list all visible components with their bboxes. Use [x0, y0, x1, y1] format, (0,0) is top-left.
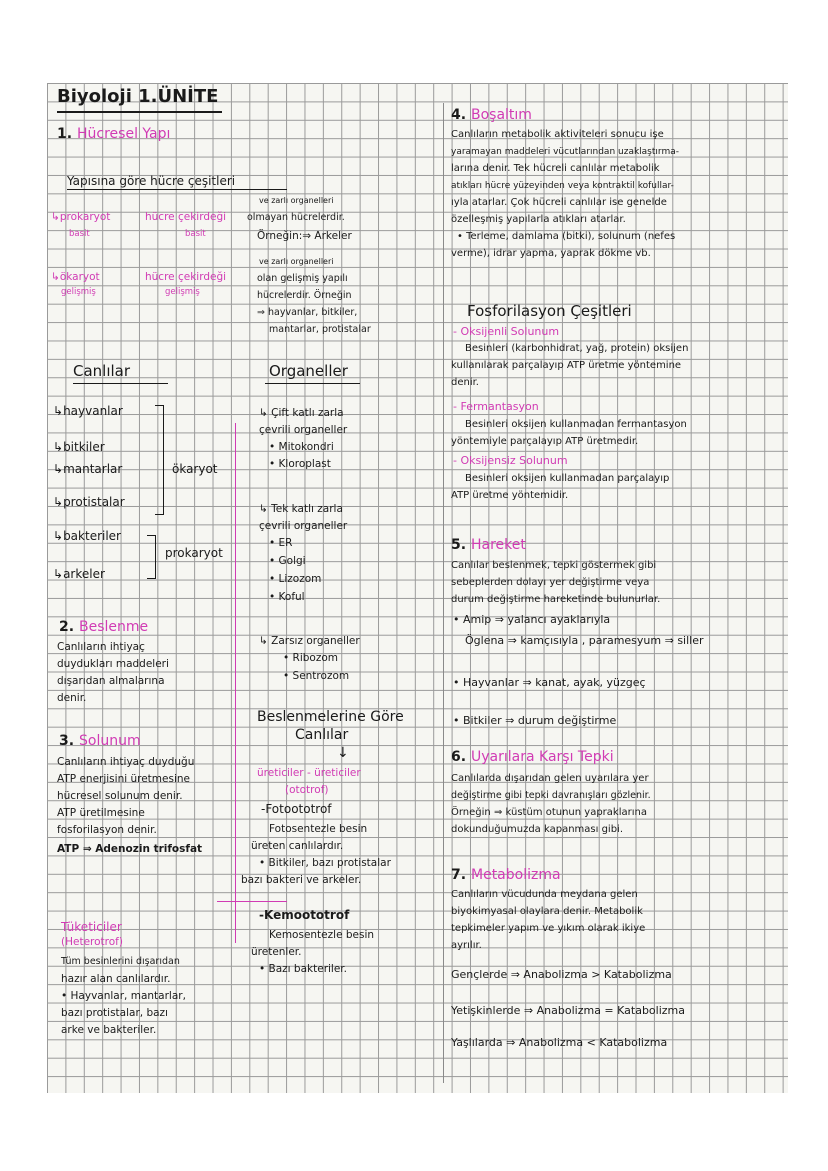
beslenme-uretici: üreticiler - üreticiler [257, 767, 361, 779]
canlilar-title: Canlılar [73, 362, 131, 380]
fosfo-title: Fosforilasyon Çeşitleri [467, 302, 632, 320]
s6-number: 6. [451, 749, 467, 765]
kemo-line-1: Kemosentezle besin [269, 929, 375, 941]
oks-line-3: denir. [451, 377, 479, 388]
s5-amip: • Amip ⇒ yalancı ayaklarıyla [453, 613, 611, 626]
canli-item-5: ↳bakteriler [53, 529, 121, 543]
s7-number: 7. [451, 867, 467, 883]
kemo-line-2: üretenler. [251, 946, 302, 958]
s4-line-6: özelleşmiş yapılarla atıkları atarlar. [451, 214, 626, 225]
single-head-1: ↳ Tek katlı zarla [259, 503, 343, 515]
double-item-2: • Kloroplast [269, 458, 331, 470]
okaryot-core-tag: gelişmiş [165, 287, 200, 297]
prokaryot-core: hücre çekirdeği [145, 211, 227, 223]
s7-line-2: biyokimyasal olaylara denir. Metabolik [451, 906, 643, 917]
tuketici-line-1: Tüm besinlerini dışarıdan [61, 956, 180, 967]
oksz-head: - Oksijensiz Solunum [453, 454, 568, 467]
okaryot-bracket [155, 405, 164, 515]
prokaryot-desc-2: olmayan hücrelerdir. [247, 212, 345, 223]
foto-line-2: üreten canlılardır. [251, 840, 344, 852]
s3-line-1: Canlıların ihtiyaç duyduğu [57, 756, 195, 768]
tuketici-connector [217, 901, 287, 902]
s4-line-7: • Terleme, damlama (bitki), solunum (nefes [457, 231, 676, 242]
okaryot-label: ↳ökaryot [51, 271, 100, 283]
canli-item-3: ↳mantarlar [53, 462, 123, 476]
tuketici-sub: (Heterotrof) [61, 936, 123, 948]
okaryot-desc-3: hücrelerdir. Örneğin [257, 290, 352, 301]
s7-genc: Gençlerde ⇒ Anabolizma > Katabolizma [451, 968, 672, 981]
s3-number: 3. [59, 733, 75, 749]
s1-subtitle: Yapısına göre hücre çeşitleri [67, 174, 236, 188]
tuketici-line-3: • Hayvanlar, mantarlar, [61, 990, 186, 1002]
okaryot-desc-2: olan gelişmiş yapılı [257, 273, 348, 284]
page-title: Biyoloji 1.ÜNİTE [57, 86, 219, 107]
single-item-2: • Golgi [269, 555, 306, 567]
s4-heading: Boşaltım [471, 107, 532, 123]
single-head-2: çevrili organeller [259, 520, 348, 532]
single-item-3: • Lizozom [269, 573, 322, 585]
s5-number: 5. [451, 537, 467, 553]
s3-line-3: hücresel solunum denir. [57, 790, 183, 802]
s5-line-3: durum değiştirme hareketinde bulunurlar. [451, 594, 661, 605]
zarsiz-item-2: • Sentrozom [283, 670, 350, 682]
s4-line-2: yaramayan maddeleri vücutlarından uzaklaştırma- [451, 147, 679, 157]
s4-line-8: verme), idrar yapma, yaprak dökme vb. [451, 248, 651, 259]
kemo-head: -Kemoototrof [259, 908, 350, 922]
prokaryot-desc-3: Örneğin:⇒ Arkeler [257, 230, 352, 242]
prokaryot-label: ↳prokaryot [51, 211, 111, 223]
kemo-line-3: • Bazı bakteriler. [259, 963, 347, 975]
canlilar-okaryot: ökaryot [172, 462, 218, 476]
tuketici-line-2: hazır alan canlılardır. [61, 973, 171, 985]
okaryot-desc-1: ve zarlı organelleri [259, 257, 334, 266]
double-head-1: ↳ Çift katlı zarla [259, 407, 344, 419]
s5-hayvan: • Hayvanlar ⇒ kanat, ayak, yüzgeç [453, 676, 646, 689]
s2-number: 2. [59, 619, 75, 635]
okaryot-core: hücre çekirdeği [145, 271, 227, 283]
beslenme-ototrof: (ototrof) [285, 784, 329, 796]
s3-line-2: ATP enerjisini üretmesine [57, 773, 190, 785]
single-item-4: • Koful [269, 591, 305, 603]
s5-line-1: Canlılar beslenmek, tepki göstermek gibi [451, 560, 657, 571]
s7-yetiskin: Yetişkinlerde ⇒ Anabolizma = Katabolizma [451, 1004, 686, 1017]
s4-line-3: larına denir. Tek hücreli canlılar metabolik [451, 163, 660, 174]
fer-line-1: Besinleri oksijen kullanmadan fermantasyon [465, 419, 687, 430]
double-item-1: • Mitokondri [269, 441, 334, 453]
foto-line-4: bazı bakteri ve arkeler. [241, 874, 362, 886]
foto-line-3: • Bitkiler, bazı protistalar [259, 857, 391, 869]
canli-item-4: ↳protistalar [53, 495, 125, 509]
s2-heading: Beslenme [79, 619, 149, 635]
s3-line-5: fosforilasyon denir. [57, 824, 157, 836]
s7-line-3: tepkimeler yapım ve yıkım olarak ikiye [451, 923, 646, 934]
s1-subtitle-underline [67, 189, 287, 190]
beslenme-title-2: Canlılar [295, 727, 349, 743]
s2-line-2: duydukları maddeleri [57, 658, 169, 670]
zarsiz-item-1: • Ribozom [283, 652, 338, 664]
oksz-line-1: Besinleri oksijen kullanmadan parçalayıp [465, 473, 670, 484]
s4-number: 4. [451, 107, 467, 123]
s5-heading: Hareket [471, 537, 526, 553]
s5-line-2: sebeplerden dolayı yer değiştirme veya [451, 577, 650, 588]
title-underline [57, 111, 222, 113]
oks-line-2: kullanılarak parçalayıp ATP üretme yöntemine [451, 360, 682, 371]
single-item-1: • ER [269, 537, 293, 549]
s7-line-1: Canlıların vücudunda meydana gelen [451, 889, 638, 900]
canli-item-1: ↳hayvanlar [53, 404, 123, 418]
s1-number: 1. [57, 126, 73, 142]
s7-yasli: Yaşlılarda ⇒ Anabolizma < Katabolizma [451, 1036, 668, 1049]
fer-line-2: yöntemiyle parçalayıp ATP üretmedir. [451, 436, 639, 447]
s6-line-2: değiştirme gibi tepki davranışları gözlenir. [451, 790, 651, 801]
s2-line-4: denir. [57, 692, 87, 704]
oks-head: - Oksijenli Solunum [453, 325, 560, 338]
s5-bitki: • Bitkiler ⇒ durum değiştirme [453, 714, 617, 727]
okaryot-desc-5: mantarlar, protistalar [269, 324, 371, 335]
canli-item-6: ↳arkeler [53, 567, 105, 581]
organeller-underline [265, 383, 360, 384]
okaryot-desc-4: ⇒ hayvanlar, bitkiler, [257, 307, 358, 318]
double-head-2: çevrili organeller [259, 424, 348, 436]
s4-line-5: ıyla atarlar. Çok hücreli canlılar ise genelde [451, 197, 667, 208]
s4-line-4: atıkları hücre yüzeyinden veya kontraktil kofullar- [451, 181, 674, 191]
s6-line-4: dokunduğumuzda kapanması gibi. [451, 824, 624, 835]
column-divider-center [443, 103, 444, 1083]
s7-line-4: ayrılır. [451, 940, 482, 951]
tuketici-line-4: bazı protistalar, bazı [61, 1007, 168, 1019]
s3-line-4: ATP üretilmesine [57, 807, 145, 819]
s1-heading: Hücresel Yapı [77, 126, 171, 142]
notebook-page [47, 83, 788, 1093]
oks-line-1: Besinleri (karbonhidrat, yağ, protein) oksijen [465, 343, 689, 354]
prokaryot-core-tag: basit [185, 229, 206, 239]
canli-item-2: ↳bitkiler [53, 440, 105, 454]
s2-line-3: dışarıdan almalarına [57, 675, 165, 687]
foto-head: -Fotoototrof [261, 802, 332, 816]
organeller-title: Organeller [269, 362, 348, 380]
s5-oglena: Öglena ⇒ kamçısıyla , paramesyum ⇒ siller [465, 634, 704, 647]
s2-line-1: Canlıların ihtiyaç [57, 641, 145, 653]
okaryot-tag: gelişmiş [61, 287, 96, 297]
s4-line-1: Canlıların metabolik aktiviteleri sonucu işe [451, 129, 664, 140]
prokaryot-bracket [147, 535, 156, 579]
beslenme-arrow: ↓ [337, 745, 349, 761]
column-divider-left [235, 423, 236, 943]
s3-heading: Solunum [79, 733, 141, 749]
canlilar-underline [73, 383, 168, 384]
s3-atp: ATP ⇒ Adenozin trifosfat [57, 843, 203, 855]
prokaryot-tag: basit [69, 229, 90, 239]
tuketici-line-5: arke ve bakteriler. [61, 1024, 157, 1036]
oksz-line-2: ATP üretme yöntemidir. [451, 490, 569, 501]
foto-line-1: Fotosentezle besin [269, 823, 368, 835]
s6-heading: Uyarılara Karşı Tepki [471, 749, 614, 765]
s6-line-1: Canlılarda dışarıdan gelen uyarılara yer [451, 773, 649, 784]
s7-heading: Metabolizma [471, 867, 561, 883]
tuketici-title: Tüketiciler [61, 920, 122, 934]
prokaryot-desc-1: ve zarlı organelleri [259, 196, 334, 205]
zarsiz-head: ↳ Zarsız organeller [259, 635, 360, 647]
beslenme-title-1: Beslenmelerine Göre [257, 709, 404, 725]
canlilar-prokaryot: prokaryot [165, 546, 223, 560]
fer-head: - Fermantasyon [453, 400, 539, 413]
s6-line-3: Örneğin ⇒ küstüm otunun yapraklarına [451, 807, 647, 818]
